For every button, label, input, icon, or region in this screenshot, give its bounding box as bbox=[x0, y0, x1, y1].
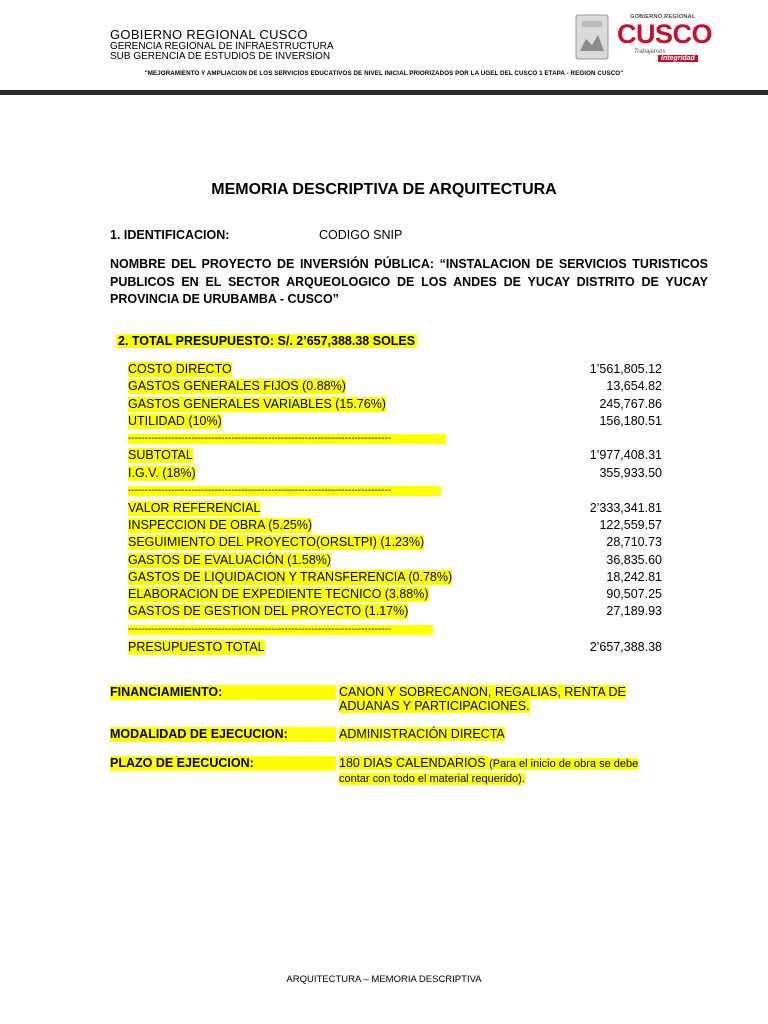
budget-label: INSPECCION DE OBRA (5.25%) bbox=[128, 518, 313, 532]
budget-value: 1’561,805.12 bbox=[589, 362, 662, 376]
project-banner: "MEJORAMIENTO Y AMPLIACION DE LOS SERVICIOS EDUCATIVOS DE NIVEL INICIAL PRIORIZADOS POR LA UGEL DEL CUSCO 1 ETAPA - REGION CUSCO" bbox=[144, 70, 624, 77]
page-footer: ARQUITECTURA – MEMORIA DESCRIPTIVA bbox=[286, 974, 482, 985]
section1-heading: 1. IDENTIFICACION: bbox=[110, 228, 230, 242]
budget-label: GASTOS GENERALES FIJOS (0.88%) bbox=[128, 379, 346, 393]
separator-line: ------------------------------------------------------------------------------- bbox=[128, 625, 433, 635]
modality-label: MODALIDAD DE EJECUCION: bbox=[110, 727, 336, 742]
logo-small-text: GOBIERNO REGIONAL bbox=[630, 14, 696, 20]
project-name: NOMBRE DEL PROYECTO DE INVERSIÓN PÚBLICA: “INSTALACION DE SERVICIOS TURISTICOS PUBLICOS EN EL SECTOR ARQUEOLOGICO DE LOS ANDES DE YUCAY DISTRITO DE YUCAY PROVINCIA DE URUBAMBA - CUSCO” bbox=[110, 257, 708, 306]
logo-badge: Integridad bbox=[658, 55, 698, 62]
cusco-logo bbox=[572, 11, 717, 69]
separator-line: ------------------------------------------------------------------------------- bbox=[128, 434, 446, 444]
budget-label: GASTOS DE LIQUIDACION Y TRANSFERENCIA (0.78%) bbox=[128, 570, 453, 584]
header-dept1: GERENCIA REGIONAL DE INFRAESTRUCTURA bbox=[110, 41, 334, 52]
header-dept2: SUB GERENCIA DE ESTUDIOS DE INVERSION bbox=[110, 51, 331, 62]
budget-label: GASTOS DE EVALUACIÓN (1.58%) bbox=[128, 553, 332, 567]
financing-value: CANON Y SOBRECANON, REGALIAS, RENTA DE ADUANAS Y PARTICIPACIONES. bbox=[339, 685, 626, 713]
budget-value: 36,835.60 bbox=[606, 553, 662, 567]
budget-value: 1’977,408.31 bbox=[589, 448, 662, 462]
budget-value: 122,559.57 bbox=[599, 518, 662, 532]
budget-label: SEGUIMIENTO DEL PROYECTO(ORSLTPI) (1.23%) bbox=[128, 535, 425, 549]
term-label: PLAZO DE EJECUCION: bbox=[110, 756, 336, 771]
budget-value: 90,507.25 bbox=[606, 587, 662, 601]
header-divider bbox=[0, 90, 768, 95]
modality-value: ADMINISTRACIÓN DIRECTA bbox=[339, 727, 505, 741]
budget-value: 245,767.86 bbox=[599, 397, 662, 411]
monument-icon bbox=[572, 13, 612, 63]
logo-tagline: Trabajamos bbox=[634, 49, 666, 55]
budget-value: 27,189.93 bbox=[606, 604, 662, 618]
budget-label: COSTO DIRECTO bbox=[128, 362, 232, 376]
budget-value: 355,933.50 bbox=[599, 466, 662, 480]
budget-value: 156,180.51 bbox=[599, 414, 662, 428]
budget-value: 18,242.81 bbox=[606, 570, 662, 584]
budget-label: GASTOS GENERALES VARIABLES (15.76%) bbox=[128, 397, 386, 411]
header-org: GOBIERNO REGIONAL CUSCO bbox=[110, 27, 308, 42]
budget-value: 28,710.73 bbox=[606, 535, 662, 549]
section2-heading: 2. TOTAL PRESUPUESTO: S/. 2’657,388.38 SOLES bbox=[118, 334, 416, 348]
budget-label: VALOR REFERENCIAL bbox=[128, 501, 261, 515]
budget-value: 2’333,341.81 bbox=[589, 501, 662, 515]
budget-value: 13,654.82 bbox=[606, 379, 662, 393]
budget-label: SUBTOTAL bbox=[128, 448, 193, 462]
page-title: MEMORIA DESCRIPTIVA DE ARQUITECTURA bbox=[211, 181, 557, 198]
budget-label: ELABORACION DE EXPEDIENTE TECNICO (3.88%) bbox=[128, 587, 429, 601]
financing-label: FINANCIAMIENTO: bbox=[110, 685, 336, 700]
separator-line: ------------------------------------------------------------------------------- bbox=[128, 486, 441, 496]
term-value: 180 DIAS CALENDARIOS (Para el inicio de obra se debe contar con todo el material requerido). bbox=[339, 756, 639, 785]
budget-total-value: 2’657,388.38 bbox=[589, 640, 662, 654]
logo-big-text: CUSCO bbox=[617, 19, 713, 49]
budget-label: I.G.V. (18%) bbox=[128, 466, 196, 480]
budget-total-label: PRESUPUESTO TOTAL bbox=[128, 640, 265, 654]
snip-code-label: CODIGO SNIP bbox=[319, 228, 403, 242]
budget-label: GASTOS DE GESTION DEL PROYECTO (1.17%) bbox=[128, 604, 409, 618]
budget-label: UTILIDAD (10%) bbox=[128, 414, 222, 428]
